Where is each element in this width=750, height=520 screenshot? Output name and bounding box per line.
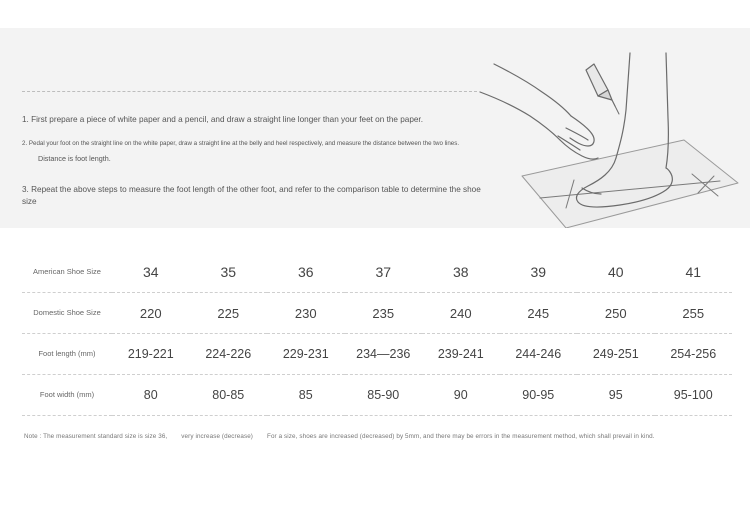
instruction-step-2: 2. Pedal your foot on the straight line on the white paper, draw a straight line at the belly and heel respectively, and measure the distance between the two lines.	[22, 139, 460, 147]
cell-american-6: 40	[607, 264, 624, 280]
cell-width-6: 95	[608, 388, 623, 402]
cell-width-1: 80-85	[212, 388, 245, 402]
cell-length-0: 219-221	[127, 347, 174, 361]
cell-american-5: 39	[530, 264, 547, 280]
cell-width-4: 90	[453, 388, 468, 402]
instruction-step-1: 1. First prepare a piece of white paper and a pencil, and draw a straight line longer than your feet on the paper.	[22, 115, 423, 124]
cell-width-7: 95-100	[673, 388, 713, 402]
cell-length-7: 254-256	[670, 347, 717, 361]
table-row-foot-width	[22, 375, 732, 416]
cell-american-3: 37	[375, 264, 392, 280]
cell-domestic-5: 245	[527, 305, 550, 321]
cell-american-0: 34	[142, 264, 159, 280]
cell-domestic-6: 250	[604, 305, 627, 321]
cell-domestic-1: 225	[217, 305, 240, 321]
foot-measure-illustration	[470, 48, 740, 228]
cell-length-6: 249-251	[592, 347, 639, 361]
cell-width-0: 80	[143, 388, 158, 402]
divider-top	[22, 91, 477, 92]
instruction-step-2-note: Distance is foot length.	[38, 153, 111, 163]
note-part-2: very increase (decrease)	[181, 433, 253, 440]
note-part-1: Note : The measurement standard size is size 36,	[24, 433, 168, 440]
cell-width-2: 85	[298, 388, 313, 402]
cell-domestic-2: 230	[294, 305, 317, 321]
cell-american-2: 36	[297, 264, 314, 280]
instruction-list	[22, 91, 482, 208]
cell-width-5: 90-95	[522, 388, 555, 402]
cell-american-1: 35	[220, 264, 237, 280]
instruction-step-3: 3. Repeat the above steps to measure the foot length of the other foot, and refer to the comparison table to determine the shoe size	[22, 185, 481, 207]
cell-american-4: 38	[452, 264, 469, 280]
cell-length-5: 244-246	[515, 347, 562, 361]
cell-width-3: 85-90	[367, 388, 400, 402]
table-row-american	[22, 252, 732, 293]
cell-domestic-7: 255	[682, 305, 705, 321]
row-label-domestic: Domestic Shoe Size	[33, 307, 101, 317]
instruction-panel	[0, 28, 750, 228]
cell-length-3: 234—236	[356, 347, 411, 361]
size-table-container	[0, 252, 750, 416]
cell-length-4: 239-241	[437, 347, 484, 361]
table-row-domestic	[22, 293, 732, 334]
table-row-foot-length	[22, 334, 732, 375]
cell-domestic-3: 235	[372, 305, 395, 321]
measurement-note	[24, 433, 730, 440]
note-part-3: For a size, shoes are increased (decreased) by 5mm, and there may be errors in the measurement method, which shall prevail in kind.	[267, 433, 655, 440]
cell-length-2: 229-231	[282, 347, 329, 361]
cell-american-7: 41	[685, 264, 702, 280]
row-label-american: American Shoe Size	[33, 266, 101, 276]
cell-domestic-0: 220	[139, 305, 162, 321]
cell-domestic-4: 240	[449, 305, 472, 321]
row-label-foot-width: Foot width (mm)	[39, 389, 95, 399]
row-label-foot-length: Foot length (mm)	[38, 348, 96, 358]
size-table	[22, 252, 732, 416]
cell-length-1: 224-226	[205, 347, 252, 361]
